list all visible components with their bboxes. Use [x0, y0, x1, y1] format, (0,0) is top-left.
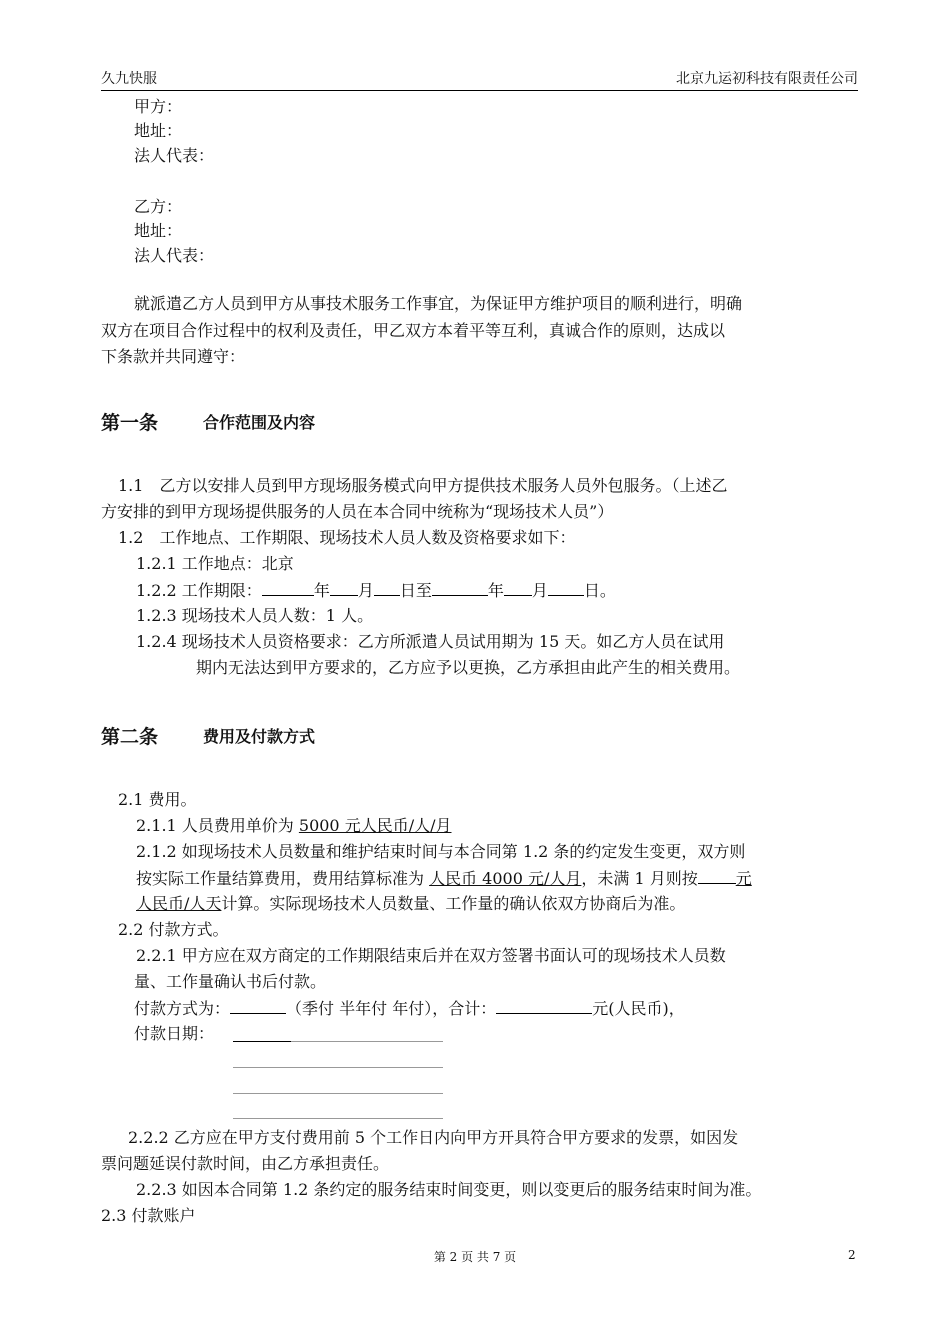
clause-1-2-1: 1.2.1 工作地点：北京	[136, 554, 294, 573]
page-header	[101, 68, 858, 91]
header-company: 北京九运初科技有限责任公司	[676, 71, 858, 87]
clause-2-1-2-line-1: 2.1.2 如现场技术人员数量和维护结束时间与本合同第 1.2 条的约定发生变更，双方则	[136, 842, 746, 861]
clause-2-2-1-line-1: 2.2.1 甲方应在双方商定的工作期限结束后并在双方签署书面认可的现场技术人员数	[136, 946, 726, 965]
payment-date-line-2	[233, 1066, 443, 1068]
clause-2-2-2-line-2: 票问题延误付款时间，由乙方承担责任。	[101, 1154, 390, 1173]
clause-2-2-2-line-1: 2.2.2 乙方应在甲方支付费用前 5 个工作日内向甲方开具符合甲方要求的发票，如因发	[128, 1128, 739, 1147]
payment-date: 付款日期：	[134, 1024, 215, 1043]
payment-date-line-4	[233, 1117, 443, 1119]
party-a-rep: 法人代表：	[134, 146, 215, 165]
clause-2-2-1-line-2: 量、工作量确认书后付款。	[134, 972, 327, 991]
clause-1-1-line-1: 1.1 乙方以安排人员到甲方现场服务模式向甲方提供技术服务人员外包服务。（上述乙	[118, 476, 728, 495]
article-2-label: 第二条	[101, 726, 159, 748]
party-b-rep: 法人代表：	[134, 246, 215, 265]
clause-2-3: 2.3 付款账户	[101, 1206, 196, 1225]
page-counter: 第 2 页 共 7 页	[433, 1250, 517, 1264]
party-a-address: 地址：	[134, 121, 183, 140]
settlement-rate: 人民币 4000 元/人月	[429, 869, 582, 888]
payment-method: 付款方式为： （季付 半年付 年付），合计： 元(人民币)，	[134, 999, 685, 1018]
clause-1-2-4-line-1: 1.2.4 现场技术人员资格要求：乙方所派遣人员试用期为 15 天。如乙方人员在试用	[136, 632, 725, 651]
article-1-heading	[101, 408, 316, 435]
party-b-address: 地址：	[134, 221, 183, 240]
clause-1-2-3: 1.2.3 现场技术人员人数：1 人。	[136, 606, 374, 625]
clause-2-1: 2.1 费用。	[118, 790, 197, 809]
party-b-name: 乙方：	[134, 197, 183, 216]
party-a-name: 甲方：	[134, 97, 183, 116]
article-2-heading	[101, 722, 316, 749]
intro-line-1: 就派遣乙方人员到甲方从事技术服务工作事宜，为保证甲方维护项目的顺利进行，明确	[134, 294, 743, 313]
unit-price: 5000 元人民币/人/月	[298, 816, 452, 835]
clause-2-2-3: 2.2.3 如因本合同第 1.2 条约定的服务结束时间变更，则以变更后的服务结束时间为准。	[136, 1180, 762, 1199]
clause-1-2-4-line-2: 期内无法达到甲方要求的，乙方应予以更换，乙方承担由此产生的相关费用。	[196, 658, 741, 677]
article-2-title: 费用及付款方式	[203, 727, 316, 746]
clause-2-2: 2.2 付款方式。	[118, 920, 229, 939]
clause-2-1-2-line-2: 按实际工作量结算费用，费用结算标准为 人民币 4000 元/人月，未满 1 月则按 元	[136, 869, 752, 888]
article-1-label: 第一条	[101, 412, 159, 434]
clause-1-2-2: 1.2.2 工作期限： 年 月 日至 年 月 日。	[136, 581, 616, 600]
payment-date-line-3	[233, 1092, 443, 1094]
clause-1-1-line-2: 方安排的到甲方现场提供服务的人员在本合同中统称为“现场技术人员”）	[101, 502, 614, 521]
intro-line-2: 双方在项目合作过程中的权利及责任，甲乙双方本着平等互利，真诚合作的原则，达成以	[101, 321, 726, 340]
clause-2-1-2-line-3: 人民币/人天计算。实际现场技术人员数量、工作量的确认依双方协商后为准。	[136, 894, 686, 913]
header-left: 久九快服	[101, 71, 157, 87]
payment-date-line-1-dark	[233, 1040, 291, 1042]
clause-1-2: 1.2 工作地点、工作期限、现场技术人员人数及资格要求如下：	[118, 528, 576, 547]
article-1-title: 合作范围及内容	[203, 413, 316, 432]
page-number: 2	[848, 1248, 856, 1262]
intro-line-3: 下条款并共同遵守：	[101, 347, 246, 366]
clause-2-1-1: 2.1.1 人员费用单价为 5000 元人民币/人/月	[136, 816, 452, 835]
